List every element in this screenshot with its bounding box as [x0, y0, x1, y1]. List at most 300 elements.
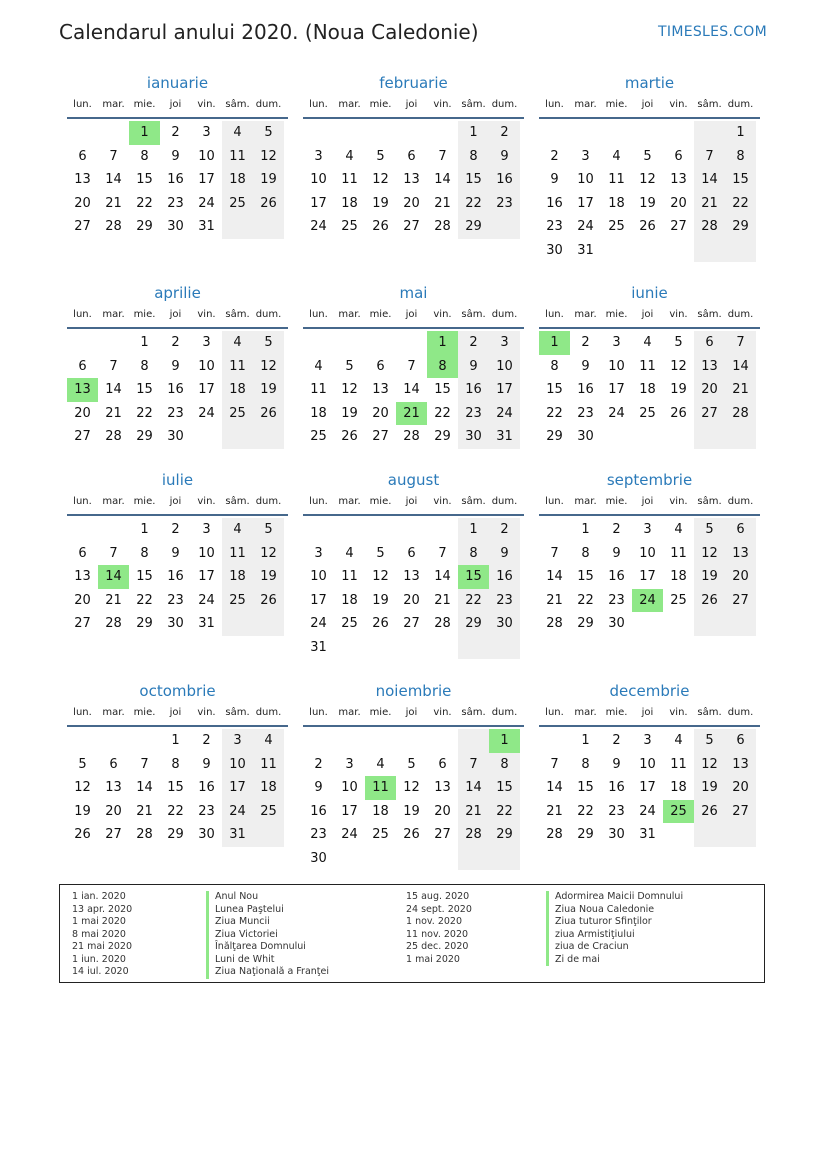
day-cell: 2	[171, 522, 180, 537]
day-cell: 30	[577, 429, 594, 444]
legend-holiday-name: Ziua Muncii	[206, 916, 329, 929]
weekend-day-cell: 27	[725, 800, 756, 824]
month-martie	[539, 72, 760, 262]
weekend-day-cell: 13	[725, 753, 756, 777]
empty-cell	[458, 729, 489, 753]
weekday-label: dum.	[255, 99, 282, 110]
day-cell: 25	[372, 827, 389, 842]
weekday-header	[67, 494, 288, 516]
empty-cell	[334, 729, 365, 753]
legend-holiday-name: Ziua tuturor Sfinţilor	[546, 916, 683, 929]
weekend-day-cell: 12	[253, 355, 284, 379]
day-cell: 8	[140, 148, 149, 164]
day-cell: 23	[167, 195, 184, 211]
weekday-label: vin.	[197, 707, 216, 718]
month-name: aprilie	[154, 284, 201, 302]
empty-cell	[253, 612, 284, 636]
legend-holiday-name: Zi de mai	[546, 954, 683, 967]
weekend-day-cell: 14	[694, 168, 725, 192]
day-cell: 28	[105, 616, 122, 631]
empty-cell	[98, 729, 129, 753]
day-cell: 4	[376, 756, 385, 772]
day-cell: 30	[546, 242, 563, 258]
legend-date: 11 nov. 2020	[406, 928, 469, 940]
day-cell: 2	[550, 148, 559, 164]
weekday-label: mie.	[605, 707, 628, 718]
weekday-label: mie.	[133, 707, 156, 718]
month-name: iunie	[631, 284, 668, 302]
weekend-day-cell: 26	[253, 192, 284, 216]
empty-cell	[303, 331, 334, 355]
holiday-day-cell: 21	[396, 402, 427, 426]
day-cell: 1	[140, 522, 149, 537]
day-cell: 29	[546, 429, 563, 444]
empty-cell	[458, 636, 489, 660]
weekend-day-cell: 25	[222, 402, 253, 426]
weekday-label: mar.	[102, 496, 125, 507]
weekday-label: joi	[405, 99, 418, 110]
day-cell: 17	[310, 592, 327, 608]
day-cell: 2	[171, 335, 180, 350]
day-cell: 9	[171, 358, 180, 374]
empty-cell	[303, 121, 334, 145]
day-cell: 6	[407, 545, 416, 561]
day-cell: 29	[136, 219, 153, 234]
weekend-day-cell: 4	[253, 729, 284, 753]
day-cell: 28	[105, 219, 122, 234]
empty-cell	[427, 636, 458, 660]
legend-holiday-name: Luni de Whit	[206, 954, 329, 967]
day-cell: 30	[167, 219, 184, 234]
day-cell: 14	[105, 172, 122, 187]
empty-cell	[303, 729, 334, 753]
day-cell: 2	[202, 733, 211, 748]
empty-cell	[396, 636, 427, 660]
month-name: septembrie	[606, 471, 693, 489]
day-cell: 4	[345, 545, 354, 561]
weekend-day-cell: 18	[253, 776, 284, 800]
weekday-label: sâm.	[225, 496, 250, 507]
day-cell: 23	[577, 405, 594, 421]
weekday-label: lun.	[545, 707, 564, 718]
day-cell: 20	[74, 592, 91, 608]
day-cell: 3	[202, 522, 211, 537]
weekend-day-cell: 17	[222, 776, 253, 800]
empty-cell	[365, 847, 396, 871]
month-august	[303, 469, 524, 659]
legend-left-dates	[72, 891, 132, 979]
weekday-label: dum.	[727, 309, 754, 320]
day-cell: 16	[577, 382, 594, 397]
weekday-label: vin.	[197, 99, 216, 110]
day-cell: 28	[403, 429, 420, 444]
weekday-label: dum.	[255, 496, 282, 507]
day-cell: 29	[577, 616, 594, 631]
weekend-day-cell: 5	[253, 331, 284, 355]
weekday-label: vin.	[669, 309, 688, 320]
day-cell: 3	[643, 733, 652, 748]
day-cell: 9	[612, 756, 621, 772]
day-cell: 27	[105, 827, 122, 842]
day-cell: 29	[167, 827, 184, 842]
day-cell: 25	[670, 592, 687, 608]
day-cell: 8	[140, 545, 149, 561]
weekday-label: mie.	[369, 309, 392, 320]
day-cell: 16	[608, 569, 625, 584]
weekend-day-cell: 19	[694, 565, 725, 589]
weekday-header	[303, 307, 524, 329]
weekday-label: joi	[169, 99, 182, 110]
day-cell: 24	[198, 405, 215, 421]
empty-cell	[694, 823, 725, 847]
weekday-label: sâm.	[225, 309, 250, 320]
weekend-day-cell: 12	[694, 753, 725, 777]
day-cell: 28	[434, 616, 451, 631]
weekend-day-cell: 5	[253, 121, 284, 145]
weekday-header	[303, 97, 524, 119]
weekday-label: sâm.	[697, 496, 722, 507]
weekend-day-cell: 5	[253, 518, 284, 542]
weekday-label: sâm.	[225, 99, 250, 110]
weekend-day-cell: 20	[694, 378, 725, 402]
empty-cell	[427, 121, 458, 145]
day-cell: 13	[74, 172, 91, 187]
day-cell: 5	[78, 756, 87, 772]
day-grid	[67, 729, 288, 847]
day-cell: 27	[670, 219, 687, 234]
holiday-day-cell: 8	[427, 355, 458, 379]
month-octombrie	[67, 680, 288, 847]
weekend-day-cell: 1	[458, 121, 489, 145]
day-cell: 15	[546, 382, 563, 397]
weekend-day-cell: 19	[253, 168, 284, 192]
weekday-label: vin.	[433, 99, 452, 110]
weekday-label: vin.	[669, 496, 688, 507]
day-cell: 25	[341, 219, 358, 234]
weekend-day-cell: 13	[694, 355, 725, 379]
day-cell: 31	[198, 616, 215, 631]
day-cell: 23	[198, 803, 215, 819]
day-cell: 11	[341, 569, 358, 584]
weekday-label: sâm.	[461, 496, 486, 507]
weekend-day-cell: 3	[489, 331, 520, 355]
empty-cell	[663, 121, 694, 145]
day-cell: 15	[577, 569, 594, 584]
day-cell: 26	[372, 616, 389, 631]
weekend-day-cell: 16	[489, 565, 520, 589]
day-cell: 25	[639, 405, 656, 421]
day-cell: 16	[167, 569, 184, 584]
day-cell: 16	[198, 780, 215, 795]
weekday-label: lun.	[309, 496, 328, 507]
legend-holiday-name: Adormirea Maicii Domnului	[546, 891, 683, 904]
day-cell: 3	[345, 756, 354, 772]
day-cell: 21	[105, 195, 122, 211]
weekend-day-cell: 30	[489, 612, 520, 636]
day-cell: 31	[639, 827, 656, 842]
weekday-label: lun.	[73, 99, 92, 110]
weekend-day-cell: 8	[725, 145, 756, 169]
empty-cell	[67, 121, 98, 145]
day-cell: 5	[643, 148, 652, 164]
weekday-label: mar.	[338, 309, 361, 320]
day-cell: 15	[434, 382, 451, 397]
empty-cell	[694, 612, 725, 636]
day-cell: 24	[639, 803, 656, 819]
holiday-legend	[59, 884, 765, 983]
day-cell: 26	[670, 405, 687, 421]
day-cell: 27	[74, 616, 91, 631]
day-cell: 13	[105, 780, 122, 795]
day-cell: 24	[577, 219, 594, 234]
holiday-day-cell: 25	[663, 800, 694, 824]
empty-cell	[427, 518, 458, 542]
day-cell: 30	[198, 827, 215, 842]
weekend-day-cell: 27	[694, 402, 725, 426]
empty-cell	[365, 121, 396, 145]
weekday-label: mar.	[102, 309, 125, 320]
weekend-day-cell: 26	[694, 800, 725, 824]
weekend-day-cell: 7	[725, 331, 756, 355]
day-cell: 7	[109, 148, 118, 164]
weekend-day-cell: 8	[458, 542, 489, 566]
day-cell: 21	[105, 592, 122, 608]
day-cell: 11	[639, 358, 656, 374]
day-cell: 17	[341, 803, 358, 819]
day-cell: 22	[167, 803, 184, 819]
day-cell: 20	[74, 405, 91, 421]
weekend-day-cell: 9	[489, 145, 520, 169]
day-cell: 7	[140, 756, 149, 772]
day-cell: 27	[372, 429, 389, 444]
weekend-day-cell: 21	[725, 378, 756, 402]
weekday-header	[539, 705, 760, 727]
day-cell: 28	[434, 219, 451, 234]
weekday-label: lun.	[545, 309, 564, 320]
weekend-day-cell: 26	[694, 589, 725, 613]
day-grid	[539, 729, 760, 847]
weekday-label: dum.	[491, 496, 518, 507]
weekday-label: dum.	[727, 707, 754, 718]
weekend-day-cell: 29	[489, 823, 520, 847]
day-grid	[303, 331, 524, 449]
holiday-day-cell: 14	[98, 565, 129, 589]
weekday-label: vin.	[669, 99, 688, 110]
legend-date: 1 nov. 2020	[406, 916, 462, 927]
weekday-label: mie.	[133, 309, 156, 320]
day-cell: 14	[434, 172, 451, 187]
day-cell: 10	[198, 545, 215, 561]
weekday-label: dum.	[491, 99, 518, 110]
weekday-label: lun.	[309, 309, 328, 320]
day-cell: 21	[434, 592, 451, 608]
empty-cell	[725, 823, 756, 847]
weekend-day-cell: 11	[222, 542, 253, 566]
day-cell: 10	[310, 172, 327, 187]
day-cell: 22	[136, 592, 153, 608]
day-cell: 11	[341, 172, 358, 187]
empty-cell	[489, 847, 520, 871]
day-cell: 25	[310, 429, 327, 444]
day-cell: 7	[550, 756, 559, 772]
day-cell: 13	[434, 780, 451, 795]
weekend-day-cell: 30	[458, 425, 489, 449]
weekend-day-cell: 22	[489, 800, 520, 824]
day-cell: 11	[310, 382, 327, 397]
month-name: decembrie	[609, 682, 690, 700]
day-cell: 13	[670, 172, 687, 187]
weekend-day-cell: 12	[253, 145, 284, 169]
empty-cell	[663, 239, 694, 263]
day-cell: 2	[581, 335, 590, 350]
empty-cell	[396, 331, 427, 355]
empty-cell	[253, 823, 284, 847]
day-cell: 5	[376, 545, 385, 561]
day-cell: 13	[403, 172, 420, 187]
holiday-day-cell: 1	[489, 729, 520, 753]
day-grid	[303, 121, 524, 239]
legend-holiday-name: ziua Armistiţiului	[546, 929, 683, 942]
day-cell: 16	[546, 195, 563, 211]
day-cell: 23	[167, 405, 184, 421]
weekday-label: joi	[405, 707, 418, 718]
day-cell: 5	[674, 335, 683, 350]
day-cell: 24	[310, 219, 327, 234]
day-cell: 29	[577, 827, 594, 842]
day-grid	[67, 518, 288, 636]
weekday-label: joi	[169, 496, 182, 507]
day-cell: 6	[438, 756, 447, 772]
day-cell: 22	[577, 592, 594, 608]
weekday-label: joi	[641, 99, 654, 110]
month-name: august	[387, 471, 440, 489]
empty-cell	[98, 121, 129, 145]
day-cell: 19	[639, 195, 656, 211]
weekend-day-cell: 19	[253, 565, 284, 589]
day-cell: 15	[136, 172, 153, 187]
day-cell: 10	[639, 756, 656, 772]
brand-link[interactable]: TIMESLES.COM	[658, 24, 767, 40]
day-grid	[67, 121, 288, 239]
day-cell: 11	[608, 172, 625, 187]
day-grid	[67, 331, 288, 449]
weekday-label: lun.	[309, 707, 328, 718]
weekday-label: lun.	[73, 309, 92, 320]
day-cell: 16	[167, 172, 184, 187]
day-cell: 18	[670, 780, 687, 795]
weekend-day-cell: 18	[222, 168, 253, 192]
day-cell: 18	[608, 195, 625, 211]
day-cell: 25	[608, 219, 625, 234]
day-cell: 28	[546, 616, 563, 631]
day-cell: 20	[434, 803, 451, 819]
weekend-day-cell: 22	[458, 192, 489, 216]
weekend-day-cell: 7	[694, 145, 725, 169]
empty-cell	[67, 729, 98, 753]
day-cell: 7	[407, 358, 416, 374]
empty-cell	[663, 823, 694, 847]
legend-date: 21 mai 2020	[72, 941, 133, 952]
empty-cell	[601, 239, 632, 263]
weekend-day-cell: 22	[725, 192, 756, 216]
weekend-day-cell: 6	[725, 518, 756, 542]
day-cell: 3	[581, 148, 590, 164]
month-septembrie	[539, 469, 760, 636]
day-cell: 27	[434, 827, 451, 842]
weekend-day-cell: 31	[222, 823, 253, 847]
empty-cell	[694, 121, 725, 145]
weekend-day-cell: 25	[222, 589, 253, 613]
day-cell: 11	[670, 545, 687, 561]
weekday-header	[67, 97, 288, 119]
legend-left-names	[206, 891, 329, 979]
legend-date: 24 sept. 2020	[406, 903, 472, 915]
legend-date: 1 iun. 2020	[72, 953, 126, 965]
day-grid	[539, 121, 760, 262]
weekend-day-cell: 29	[458, 612, 489, 636]
weekend-day-cell: 16	[458, 378, 489, 402]
page-title: Calendarul anului 2020. (Noua Caledonie)	[59, 20, 479, 44]
day-cell: 8	[171, 756, 180, 772]
day-cell: 14	[403, 382, 420, 397]
empty-cell	[396, 729, 427, 753]
legend-right-names	[546, 891, 683, 966]
weekday-label: dum.	[255, 707, 282, 718]
empty-cell	[365, 636, 396, 660]
day-cell: 18	[670, 569, 687, 584]
weekday-label: sâm.	[697, 309, 722, 320]
weekday-header	[303, 705, 524, 727]
weekday-label: joi	[641, 496, 654, 507]
day-cell: 16	[167, 382, 184, 397]
day-cell: 23	[608, 592, 625, 608]
weekend-day-cell: 10	[222, 753, 253, 777]
day-cell: 21	[546, 592, 563, 608]
legend-holiday-name: Înălţarea Domnului	[206, 941, 329, 954]
day-cell: 18	[372, 803, 389, 819]
day-cell: 5	[345, 358, 354, 374]
month-name: noiembrie	[375, 682, 452, 700]
month-name: iulie	[161, 471, 194, 489]
weekday-header	[67, 705, 288, 727]
weekday-label: mar.	[338, 99, 361, 110]
day-cell: 30	[167, 429, 184, 444]
weekday-label: sâm.	[461, 99, 486, 110]
day-cell: 9	[612, 545, 621, 561]
day-cell: 18	[341, 195, 358, 211]
weekday-label: mie.	[133, 496, 156, 507]
empty-cell	[663, 612, 694, 636]
day-cell: 28	[136, 827, 153, 842]
day-cell: 21	[546, 803, 563, 819]
weekend-day-cell: 24	[489, 402, 520, 426]
day-cell: 4	[643, 335, 652, 350]
day-cell: 16	[310, 803, 327, 819]
day-cell: 17	[198, 382, 215, 397]
weekday-label: vin.	[433, 496, 452, 507]
day-cell: 6	[376, 358, 385, 374]
empty-cell	[253, 215, 284, 239]
day-cell: 13	[74, 569, 91, 584]
weekday-label: vin.	[197, 309, 216, 320]
day-cell: 1	[581, 522, 590, 537]
day-cell: 27	[74, 219, 91, 234]
day-cell: 13	[372, 382, 389, 397]
day-cell: 6	[674, 148, 683, 164]
legend-right-dates	[406, 891, 472, 966]
day-cell: 22	[136, 195, 153, 211]
weekday-label: lun.	[73, 496, 92, 507]
